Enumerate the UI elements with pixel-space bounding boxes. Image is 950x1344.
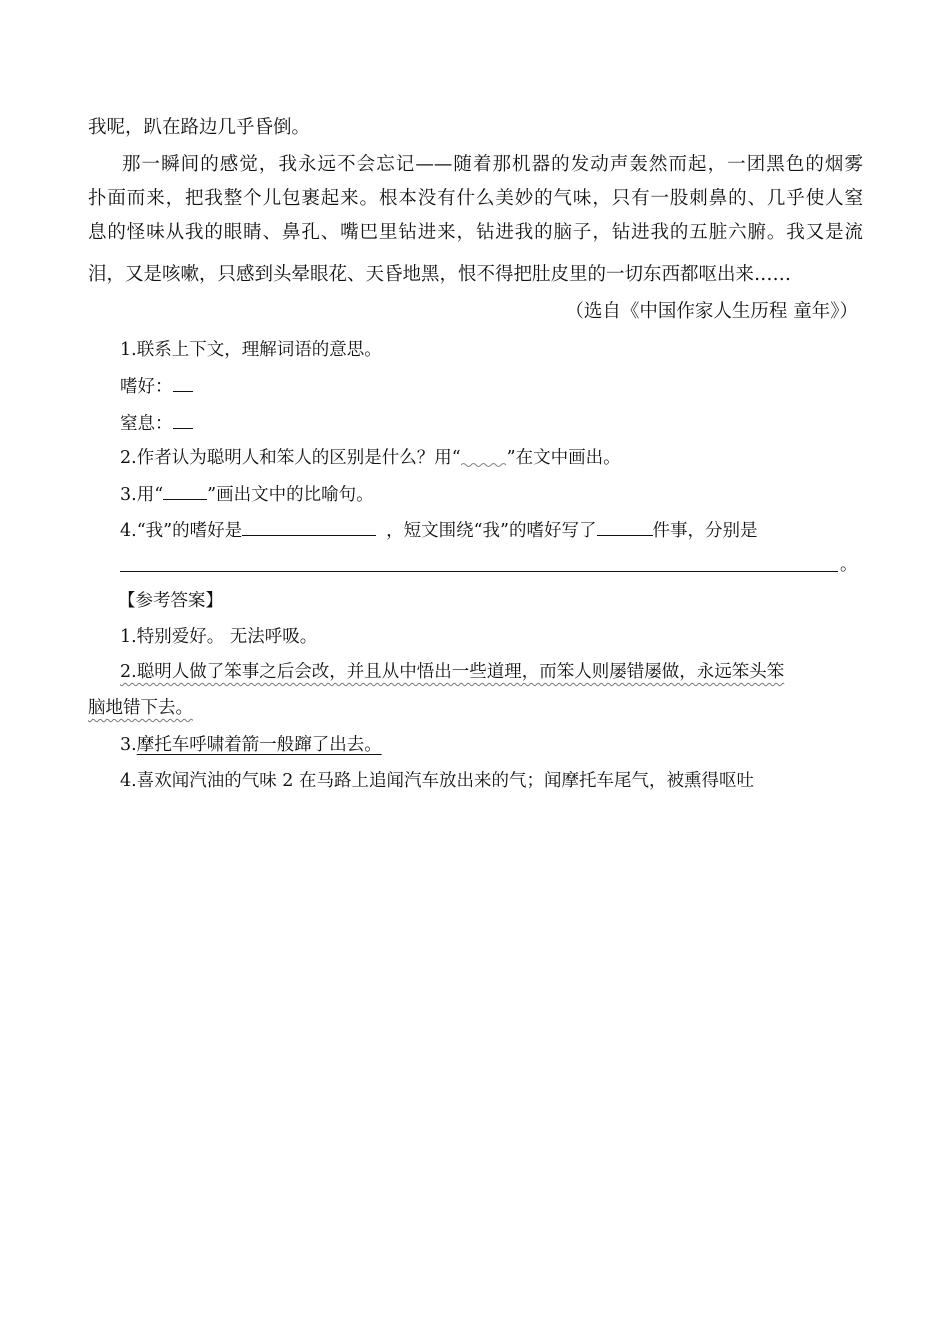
passage-line-1: 我呢，趴在路边几乎昏倒。 [88, 117, 311, 138]
question-1: 1.联系上下文，理解词语的意思。 [120, 340, 382, 360]
passage-para2-line-2: 扑面而来，把我整个儿包裹起来。根本没有什么美妙的气味，只有一股刺鼻的、几乎使人窒 [88, 188, 863, 209]
question-3-post: ”画出文中的比喻句。 [207, 485, 374, 505]
passage-para2-line-3: 息的怪味从我的眼睛、鼻孔、嘴巴里钻进来，钻进我的脑子，钻进我的五脏六腑。我又是流 [88, 222, 863, 243]
question-1b [120, 410, 193, 436]
straight-line-mark [163, 481, 207, 500]
question-2-pre: 2.作者认为聪明人和笨人的区别是什么？用“ [120, 448, 461, 468]
question-4 [120, 517, 758, 543]
wavy-line-mark [461, 453, 507, 463]
question-3 [120, 481, 374, 507]
answer-2-text-2: 脑地错下去。 [88, 698, 193, 718]
question-3-pre: 3.用“ [120, 485, 164, 505]
answer-3-num: 3. [120, 735, 137, 755]
question-1a [120, 373, 193, 399]
question-1a-label: 嗜好： [120, 377, 173, 397]
answer-blank-long[interactable] [120, 571, 838, 572]
question-4-part-c: 件事，分别是 [652, 521, 758, 541]
answer-2-line-2 [88, 696, 193, 720]
answer-blank[interactable] [173, 373, 193, 392]
passage-para2-line-1: 那一瞬间的感觉，我永远不会忘记——随着那机器的发动声轰然而起，一团黑色的烟雾 [122, 154, 863, 175]
question-2-post: ”在文中画出。 [506, 448, 621, 468]
question-1b-label: 窒息： [120, 414, 173, 434]
answer-blank[interactable] [597, 517, 653, 536]
passage-source: （选自《中国作家人生历程 童年》） [565, 301, 858, 322]
answer-1: 1.特别爱好。 无法呼吸。 [120, 627, 318, 647]
answer-blank[interactable] [242, 517, 376, 536]
answer-blank[interactable] [173, 410, 193, 429]
question-4-part-a: 4.“我”的嗜好是 [120, 521, 243, 541]
answer-4: 4.喜欢闻汽油的气味 2 在马路上追闻汽车放出来的气；闻摩托车尾气，被熏得呕吐 [120, 771, 754, 791]
answer-3 [120, 733, 382, 757]
question-2 [120, 446, 621, 470]
answer-2-text-1: 2.聪明人做了笨事之后会改，并且从中悟出一些道理，而笨人则屡错屡做，永远笨头笨 [120, 662, 785, 682]
answer-2-line-1 [120, 660, 863, 684]
question-4-end: 。 [840, 555, 858, 575]
answers-header: 【参考答案】 [118, 591, 223, 611]
passage-para2-line-4: 泪，又是咳嗽，只感到头晕眼花、天昏地黑，恨不得把肚皮里的一切东西都呕出来…… [88, 264, 792, 285]
question-4-part-b: ，短文围绕“我”的嗜好写了 [386, 521, 597, 541]
answer-3-text: 摩托车呼啸着箭一般蹿了出去。 [136, 735, 382, 755]
